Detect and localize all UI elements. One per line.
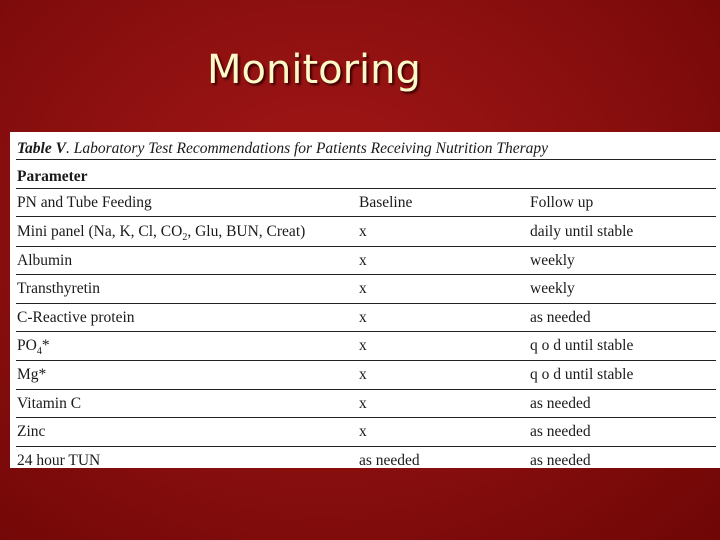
table-caption	[17, 138, 548, 160]
baseline-cell: x	[359, 366, 367, 383]
parameter-cell	[17, 393, 81, 415]
parameter-cell	[17, 278, 100, 300]
column-header-baseline: Baseline	[359, 194, 413, 211]
parameter-header: Parameter	[17, 168, 88, 185]
column-header-row	[10, 189, 720, 217]
baseline-cell: x	[359, 423, 367, 441]
parameter-cell	[17, 421, 45, 443]
table-row	[10, 418, 720, 446]
column-header-followup: Follow up	[530, 194, 594, 211]
baseline-cell: x	[359, 223, 367, 240]
followup-cell: as needed	[530, 308, 591, 326]
followup-cell: q o d until stable	[530, 337, 634, 355]
parameter-text-suffix: *	[41, 337, 50, 355]
table-row	[10, 390, 720, 418]
followup-cell: as needed	[530, 394, 591, 412]
parameter-cell	[17, 250, 72, 272]
parameter-text: Transthyretin	[17, 280, 100, 298]
baseline-cell: x	[359, 308, 367, 326]
slide-title: Monitoring	[207, 47, 421, 93]
parameter-text-suffix: , Glu, BUN, Creat)	[187, 223, 306, 240]
table-row	[10, 247, 720, 275]
parameter-text: Zinc	[17, 423, 46, 441]
table-caption-label: Table V	[17, 140, 66, 157]
parameter-text: 24 hour TUN	[17, 451, 101, 468]
baseline-cell: as needed	[359, 451, 420, 468]
followup-cell: as needed	[530, 451, 591, 468]
parameter-cell	[17, 221, 305, 243]
table-row	[10, 361, 720, 389]
followup-cell: daily until stable	[530, 223, 634, 240]
baseline-cell: x	[359, 394, 367, 412]
followup-cell: weekly	[530, 280, 575, 298]
parameter-text: C-Reactive protein	[17, 308, 135, 326]
column-header-parameter: PN and Tube Feeding	[17, 194, 152, 211]
parameter-cell	[17, 335, 50, 357]
parameter-text: Albumin	[17, 251, 73, 269]
baseline-cell: x	[359, 251, 367, 269]
header-rule	[16, 216, 716, 217]
baseline-cell: x	[359, 280, 367, 298]
parameter-cell	[17, 364, 46, 386]
followup-cell: q o d until stable	[530, 366, 634, 383]
followup-cell: weekly	[530, 251, 575, 269]
parameter-subscript: 4	[36, 346, 42, 358]
parameter-cell	[17, 450, 100, 468]
parameter-cell	[17, 307, 135, 329]
table-row	[10, 447, 720, 468]
followup-cell: as needed	[530, 423, 591, 441]
parameter-text: PO	[17, 337, 37, 355]
table-caption-text: . Laboratory Test Recommendations for Patients Receiving Nutrition Therapy	[65, 140, 548, 157]
parameter-text: Vitamin C	[17, 394, 82, 412]
table-top-rule	[16, 159, 716, 160]
parameter-subscript: 2	[182, 232, 188, 244]
table-row	[10, 304, 720, 332]
table-row	[10, 332, 720, 360]
lab-test-table	[10, 132, 720, 468]
table-row	[10, 275, 720, 303]
baseline-cell: x	[359, 337, 367, 355]
parameter-text: Mini panel (Na, K, Cl, CO	[17, 223, 183, 240]
parameter-text: Mg*	[17, 366, 47, 383]
table-row	[10, 218, 720, 246]
